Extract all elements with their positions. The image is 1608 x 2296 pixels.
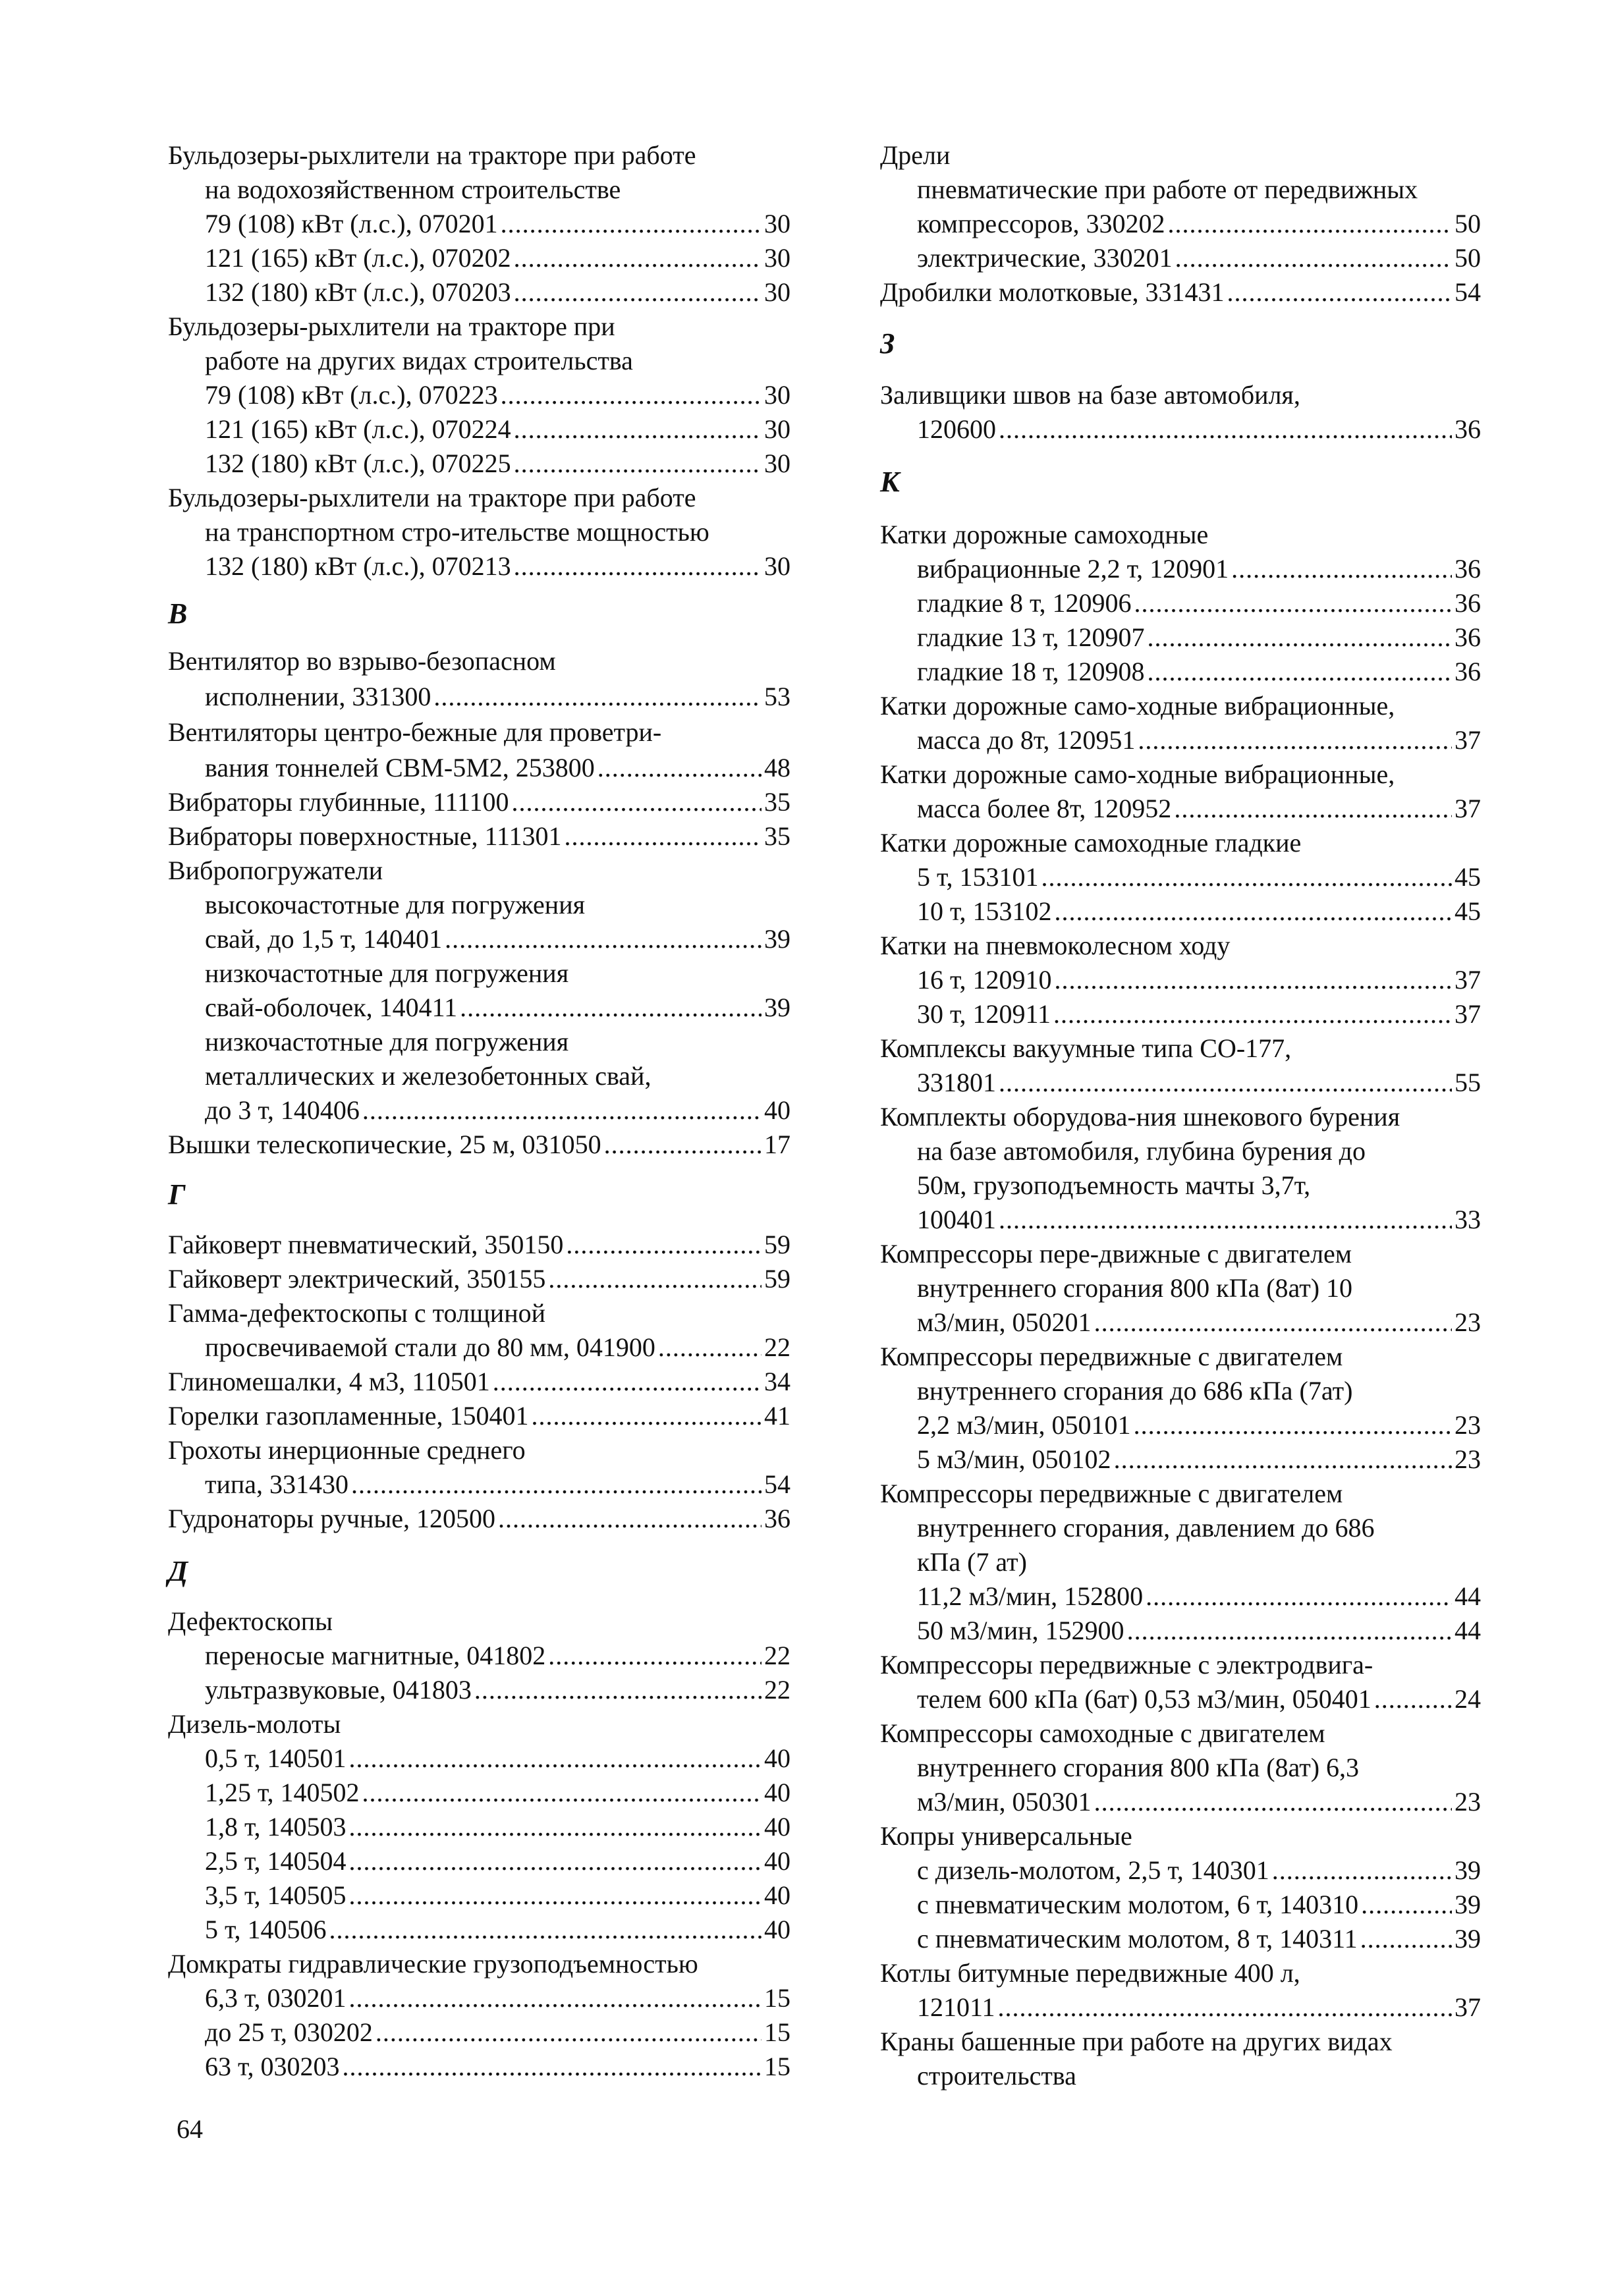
index-entry-page: 30 [764, 209, 790, 238]
index-entry-text: с пневматическим молотом, 8 т, 140311 [917, 1924, 1358, 1954]
index-entry-text: Вентилятор во взрыво-безопасном [168, 646, 556, 676]
index-entry-text: 120600 [917, 414, 996, 444]
index-entry-text: на транспортном стро-ительстве мощностью [205, 517, 709, 547]
index-entry-text: Вентиляторы центро-бежные для проветри- [168, 717, 662, 747]
dot-leader [658, 1329, 762, 1366]
index-entry-text: Гамма-дефектоскопы с толщиной [168, 1298, 546, 1328]
dot-leader [1272, 1852, 1452, 1889]
dot-leader [514, 411, 762, 448]
index-entry-text: Дрели [880, 140, 951, 170]
index-entry-page: 54 [764, 1469, 790, 1499]
index-entry-text: низкочастотные для погружения [205, 1027, 569, 1056]
index-entry [168, 2048, 790, 2085]
index-entry-text: Дробилки молотковые, 331431 [880, 277, 1225, 307]
dot-leader [999, 1064, 1452, 1101]
dot-leader [597, 750, 762, 786]
index-entry-text: компрессоров, 330202 [917, 209, 1165, 238]
dot-leader [348, 1809, 762, 1845]
index-entry-page: 36 [1455, 588, 1481, 618]
dot-leader [1114, 1441, 1452, 1478]
index-entry [168, 1843, 790, 1880]
dot-leader [445, 921, 762, 958]
index-entry-text: Комплекты оборудова-ния шнекового бурения [880, 1102, 1400, 1132]
index-entry-text: пневматические при работе от передвижных [917, 175, 1418, 204]
dot-leader [348, 1843, 762, 1880]
index-entry-text: Котлы битумные передвижные 400 л, [880, 1958, 1300, 1988]
index-entry-page: 39 [1455, 1855, 1481, 1885]
index-entry-text: Вибраторы поверхностные, 111301 [168, 821, 562, 851]
dot-leader [514, 240, 762, 277]
index-entry-text: 121011 [917, 1992, 995, 2022]
index-entry-text: 6,3 т, 030201 [205, 1983, 347, 2013]
index-entry-text: 132 (180) кВт (л.с.), 070225 [205, 449, 511, 478]
index-entry-page: 30 [764, 414, 790, 444]
index-entry-text: Вибраторы глубинные, 111100 [168, 787, 509, 817]
index-entry-page: 45 [1455, 862, 1481, 892]
dot-leader [1134, 585, 1452, 622]
dot-leader [1053, 996, 1452, 1033]
index-entry [880, 411, 1481, 448]
index-entry [880, 1681, 1481, 1718]
dot-leader [1054, 893, 1452, 930]
index-entry-page: 22 [764, 1332, 790, 1362]
index-entry-page: 33 [1455, 1205, 1481, 1234]
index-entry [880, 790, 1481, 827]
index-entry-text: Вибропогружатели [168, 856, 383, 885]
section-letter-heading: Д [168, 1555, 188, 1587]
index-entry-text: 1,8 т, 140503 [205, 1812, 347, 1842]
index-entry-text: 1,25 т, 140502 [205, 1778, 360, 1807]
index-entry-text: на базе автомобиля, глубина бурения до [917, 1136, 1366, 1166]
index-entry-page: 23 [1455, 1787, 1481, 1817]
dot-leader [514, 548, 762, 585]
index-entry [880, 551, 1481, 588]
dot-leader [512, 784, 762, 821]
index-entry-page: 23 [1455, 1444, 1481, 1474]
index-entry-page: 15 [764, 2052, 790, 2081]
index-entry-text: Глиномешалки, 4 м3, 110501 [168, 1367, 490, 1396]
index-entry-page: 15 [764, 1983, 790, 2013]
dot-leader [501, 205, 762, 242]
index-entry [168, 1466, 790, 1503]
index-entry [880, 1304, 1481, 1341]
index-entry-page: 39 [1455, 1890, 1481, 1919]
index-entry-text: Компрессоры пере-движные с двигателем [880, 1239, 1352, 1269]
index-entry-page: 40 [764, 1095, 790, 1125]
index-entry-text: ультразвуковые, 041803 [205, 1675, 472, 1705]
index-entry [168, 240, 790, 277]
index-entry-page: 37 [1455, 1992, 1481, 2022]
index-entry-text: 132 (180) кВт (л.с.), 070203 [205, 277, 511, 307]
dot-leader [348, 1740, 762, 1777]
index-entry [880, 1784, 1481, 1820]
index-entry-text: Краны башенные при работе на других видах [880, 2027, 1393, 2056]
index-entry-text: масса до 8т, 120951 [917, 725, 1136, 755]
index-entry-text: 79 (108) кВт (л.с.), 070201 [205, 209, 498, 238]
index-entry-text: Компрессоры передвижные с двигателем [880, 1479, 1343, 1508]
index-entry-text: строительства [917, 2061, 1076, 2091]
page-number: 64 [177, 2114, 203, 2144]
dot-leader [1138, 722, 1452, 759]
index-entry-page: 36 [764, 1504, 790, 1533]
dot-leader [348, 1980, 762, 2017]
section-letter-heading: Г [168, 1178, 186, 1211]
index-entry-text: Бульдозеры-рыхлители на тракторе при работе [168, 140, 696, 170]
index-entry-text: с пневматическим молотом, 6 т, 140310 [917, 1890, 1359, 1919]
index-entry [168, 1774, 790, 1811]
dot-leader [1094, 1784, 1452, 1820]
index-entry-text: внутреннего сгорания до 686 кПа (7ат) [917, 1376, 1353, 1406]
index-entry [168, 1092, 790, 1129]
index-entry-text: Гайковерт пневматический, 350150 [168, 1230, 564, 1259]
index-entry-text: 50 м3/мин, 152900 [917, 1616, 1124, 1645]
index-entry [880, 1921, 1481, 1957]
index-entry [880, 1407, 1481, 1444]
index-entry-page: 59 [764, 1230, 790, 1259]
index-entry [880, 1989, 1481, 2026]
dot-leader [498, 1500, 762, 1537]
index-entry-page: 36 [1455, 622, 1481, 652]
index-entry-text: металлических и железобетонных свай, [205, 1061, 652, 1091]
index-entry [168, 1329, 790, 1366]
index-entry-page: 40 [764, 1880, 790, 1910]
index-entry-text: Бульдозеры-рыхлители на тракторе при [168, 312, 615, 341]
index-entry-text: высокочастотные для погружения [205, 890, 585, 919]
index-entry-text: 331801 [917, 1068, 996, 1097]
dot-leader [532, 1398, 762, 1435]
index-entry-page: 22 [764, 1675, 790, 1705]
index-entry-text: 132 (180) кВт (л.с.), 070213 [205, 551, 511, 581]
index-entry-page: 22 [764, 1641, 790, 1670]
index-entry-text: с дизель-молотом, 2,5 т, 140301 [917, 1855, 1269, 1885]
dot-leader [1231, 551, 1452, 588]
index-entry-page: 35 [764, 821, 790, 851]
index-entry-page: 40 [764, 1812, 790, 1842]
dot-leader [1175, 240, 1452, 277]
index-entry-text: 30 т, 120911 [917, 999, 1051, 1029]
index-entry-page: 36 [1455, 414, 1481, 444]
index-entry [880, 1578, 1481, 1615]
dot-leader [348, 1877, 762, 1914]
index-entry-page: 59 [764, 1264, 790, 1294]
index-entry [880, 1441, 1481, 1478]
dot-leader [362, 1092, 762, 1129]
index-entry-text: до 25 т, 030202 [205, 2017, 373, 2047]
index-entry [880, 205, 1481, 242]
index-entry-text: Дефектоскопы [168, 1606, 333, 1636]
index-entry [880, 1064, 1481, 1101]
index-entry [168, 274, 790, 311]
index-entry-page: 17 [764, 1130, 790, 1159]
index-entry-text: Катки дорожные само-ходные вибрационные, [880, 691, 1395, 721]
index-entry-page: 30 [764, 551, 790, 581]
dot-leader [1094, 1304, 1452, 1341]
index-entry-text: Домкраты гидравлические грузоподъемностью [168, 1949, 698, 1979]
dot-leader [460, 989, 762, 1026]
index-entry-text: Компрессоры передвижные с двигателем [880, 1342, 1343, 1371]
index-entry-text: Катки дорожные самоходные гладкие [880, 828, 1302, 858]
index-entry-page: 39 [1455, 1924, 1481, 1954]
index-entry-page: 30 [764, 277, 790, 307]
dot-leader [375, 2014, 762, 2051]
index-entry-text: внутреннего сгорания 800 кПа (8ат) 10 [917, 1273, 1353, 1303]
index-entry-page: 37 [1455, 725, 1481, 755]
index-entry-page: 50 [1455, 243, 1481, 273]
index-entry [880, 653, 1481, 690]
index-entry [880, 996, 1481, 1033]
index-entry-page: 44 [1455, 1616, 1481, 1645]
index-entry-text: Компрессоры передвижные с электродвига- [880, 1650, 1373, 1680]
index-entry-page: 50 [1455, 209, 1481, 238]
index-entry-text: просвечиваемой стали до 80 мм, 041900 [205, 1332, 655, 1362]
index-entry-text: масса более 8т, 120952 [917, 794, 1172, 823]
index-entry-page: 53 [764, 682, 790, 711]
dot-leader [548, 1637, 762, 1674]
index-entry [168, 1500, 790, 1537]
index-entry-page: 41 [764, 1401, 790, 1431]
dot-leader [1146, 1578, 1452, 1615]
index-entry-page: 44 [1455, 1581, 1481, 1611]
dot-leader [999, 1201, 1452, 1238]
dot-leader [342, 2048, 762, 2085]
dot-leader [1148, 619, 1452, 656]
index-entry-text: Катки дорожные самоходные [880, 520, 1209, 549]
index-entry [168, 1398, 790, 1435]
dot-leader [493, 1363, 762, 1400]
index-entry [168, 377, 790, 414]
index-entry [168, 1261, 790, 1298]
dot-leader [1041, 859, 1452, 896]
index-entry-text: исполнении, 331300 [205, 682, 431, 711]
index-entry [168, 784, 790, 821]
index-entry-text: внутреннего сгорания 800 кПа (8ат) 6,3 [917, 1753, 1360, 1782]
index-entry [168, 205, 790, 242]
dot-leader [1054, 962, 1452, 998]
index-entry [880, 1852, 1481, 1889]
index-entry-page: 36 [1455, 657, 1481, 686]
dot-leader [433, 678, 762, 715]
dot-leader [514, 445, 762, 482]
section-letter-heading: К [880, 466, 900, 498]
index-entry [880, 962, 1481, 998]
index-entry-text: м3/мин, 050301 [917, 1787, 1092, 1817]
index-entry [168, 411, 790, 448]
index-entry-text: 5 м3/мин, 050102 [917, 1444, 1111, 1474]
index-entry-page: 40 [764, 1915, 790, 1944]
index-entry-text: 100401 [917, 1205, 996, 1234]
dot-leader [1174, 790, 1452, 827]
index-entry-text: 5 т, 140506 [205, 1915, 327, 1944]
index-entry-text: 79 (108) кВт (л.с.), 070223 [205, 380, 498, 410]
index-entry-text: низкочастотные для погружения [205, 958, 569, 988]
index-entry [168, 1740, 790, 1777]
index-entry-text: 10 т, 153102 [917, 896, 1052, 926]
index-entry [880, 1612, 1481, 1649]
dot-leader [474, 1672, 762, 1708]
index-entry [168, 1980, 790, 2017]
index-entry [168, 1809, 790, 1845]
dot-leader [999, 411, 1452, 448]
index-entry-text: вания тоннелей СВМ-5М2, 253800 [205, 753, 595, 782]
index-entry [168, 921, 790, 958]
dot-leader [566, 1226, 762, 1263]
index-entry-page: 54 [1455, 277, 1481, 307]
index-entry-text: телем 600 кПа (6ат) 0,53 м3/мин, 050401 [917, 1684, 1372, 1714]
index-entry [880, 619, 1481, 656]
index-entry-text: 3,5 т, 140505 [205, 1880, 347, 1910]
index-entry [168, 1226, 790, 1263]
index-entry-page: 45 [1455, 896, 1481, 926]
index-entry-page: 35 [764, 787, 790, 817]
index-entry [168, 2014, 790, 2051]
section-letter-heading: В [168, 597, 188, 630]
index-entry-text: внутреннего сгорания, давлением до 686 [917, 1513, 1375, 1543]
index-entry [880, 240, 1481, 277]
index-entry-text: работе на других видах строительства [205, 346, 633, 375]
index-entry [168, 548, 790, 585]
index-entry-page: 15 [764, 2017, 790, 2047]
dot-leader [548, 1261, 762, 1298]
index-entry-text: 2,2 м3/мин, 050101 [917, 1410, 1131, 1440]
index-entry-text: 2,5 т, 140504 [205, 1846, 347, 1876]
dot-leader [1361, 1886, 1452, 1923]
index-entry [168, 989, 790, 1026]
dot-leader [329, 1911, 762, 1948]
index-entry-text: свай-оболочек, 140411 [205, 993, 458, 1022]
index-entry-text: Катки дорожные само-ходные вибрационные, [880, 759, 1395, 789]
index-entry-page: 24 [1455, 1684, 1481, 1714]
dot-leader [998, 1989, 1452, 2026]
index-entry-text: 5 т, 153101 [917, 862, 1039, 892]
index-entry-page: 40 [764, 1778, 790, 1807]
index-entry-page: 48 [764, 753, 790, 782]
index-entry-text: переносые магнитные, 041802 [205, 1641, 546, 1670]
index-entry-page: 23 [1455, 1307, 1481, 1337]
dot-leader [604, 1126, 762, 1163]
index-entry-text: 16 т, 120910 [917, 965, 1052, 995]
index-entry-page: 40 [764, 1846, 790, 1876]
index-entry-text: 121 (165) кВт (л.с.), 070202 [205, 243, 511, 273]
dot-leader [1374, 1681, 1452, 1718]
index-entry-page: 39 [764, 993, 790, 1022]
index-entry-text: 11,2 м3/мин, 152800 [917, 1581, 1144, 1611]
index-entry-text: гладкие 8 т, 120906 [917, 588, 1132, 618]
index-entry-text: вибрационные 2,2 т, 120901 [917, 554, 1229, 584]
index-entry-text: гладкие 18 т, 120908 [917, 657, 1145, 686]
index-entry [168, 1126, 790, 1163]
index-entry-text: Гудронаторы ручные, 120500 [168, 1504, 496, 1533]
index-entry-page: 30 [764, 449, 790, 478]
index-entry [880, 859, 1481, 896]
index-entry-text: Грохоты инерционные среднего [168, 1435, 526, 1465]
index-entry-page: 30 [764, 243, 790, 273]
section-letter-heading: З [880, 327, 895, 360]
index-entry [168, 750, 790, 786]
index-entry-page: 34 [764, 1367, 790, 1396]
index-entry [880, 274, 1481, 311]
index-entry-text: Заливщики швов на базе автомобиля, [880, 380, 1300, 410]
index-entry [880, 1201, 1481, 1238]
index-entry-text: 121 (165) кВт (л.с.), 070224 [205, 414, 511, 444]
index-entry [880, 893, 1481, 930]
dot-leader [362, 1774, 762, 1811]
index-entry-text: типа, 331430 [205, 1469, 349, 1499]
index-entry [880, 1886, 1481, 1923]
dot-leader [514, 274, 762, 311]
index-entry-text: Копры универсальные [880, 1821, 1132, 1851]
index-entry [880, 585, 1481, 622]
dot-leader [1127, 1612, 1452, 1649]
index-entry-text: м3/мин, 050201 [917, 1307, 1092, 1337]
dot-leader [1168, 205, 1452, 242]
index-entry [168, 445, 790, 482]
index-entry-page: 37 [1455, 999, 1481, 1029]
index-entry [168, 1363, 790, 1400]
index-entry [168, 678, 790, 715]
dot-leader [1360, 1921, 1452, 1957]
index-entry-text: электрические, 330201 [917, 243, 1173, 273]
dot-leader [1148, 653, 1452, 690]
index-entry-text: кПа (7 ат) [917, 1547, 1027, 1577]
index-entry-page: 55 [1455, 1068, 1481, 1097]
index-entry [168, 1877, 790, 1914]
index-entry-text: Горелки газопламенные, 150401 [168, 1401, 529, 1431]
dot-leader [501, 377, 762, 414]
index-entry-text: 0,5 т, 140501 [205, 1743, 347, 1773]
index-entry-page: 39 [764, 924, 790, 954]
index-entry-text: 50м, грузоподъемность мачты 3,7т, [917, 1170, 1311, 1200]
index-entry-page: 23 [1455, 1410, 1481, 1440]
index-entry-text: Гайковерт электрический, 350155 [168, 1264, 546, 1294]
index-entry-page: 37 [1455, 794, 1481, 823]
index-entry-text: свай, до 1,5 т, 140401 [205, 924, 443, 954]
index-entry-text: Комплексы вакуумные типа СО-177, [880, 1033, 1292, 1063]
index-entry [168, 1911, 790, 1948]
index-entry [880, 722, 1481, 759]
dot-leader [1134, 1407, 1452, 1444]
index-entry-text: до 3 т, 140406 [205, 1095, 360, 1125]
index-entry-text: гладкие 13 т, 120907 [917, 622, 1145, 652]
index-entry-page: 30 [764, 380, 790, 410]
index-entry-text: 63 т, 030203 [205, 2052, 340, 2081]
dot-leader [1227, 274, 1452, 311]
index-entry [168, 818, 790, 855]
dot-leader [565, 818, 762, 855]
index-entry [168, 1637, 790, 1674]
index-entry-text: Дизель-молоты [168, 1709, 341, 1739]
index-entry-text: на водохозяйственном строительстве [205, 175, 621, 204]
index-entry [168, 1672, 790, 1708]
index-entry-page: 36 [1455, 554, 1481, 584]
dot-leader [351, 1466, 762, 1503]
index-entry-text: Бульдозеры-рыхлители на тракторе при работе [168, 483, 696, 512]
index-entry-page: 37 [1455, 965, 1481, 995]
index-entry-text: Компрессоры самоходные с двигателем [880, 1718, 1325, 1748]
index-entry-text: Катки на пневмоколесном ходу [880, 931, 1231, 960]
index-entry-text: Вышки телескопические, 25 м, 031050 [168, 1130, 601, 1159]
index-entry-page: 40 [764, 1743, 790, 1773]
